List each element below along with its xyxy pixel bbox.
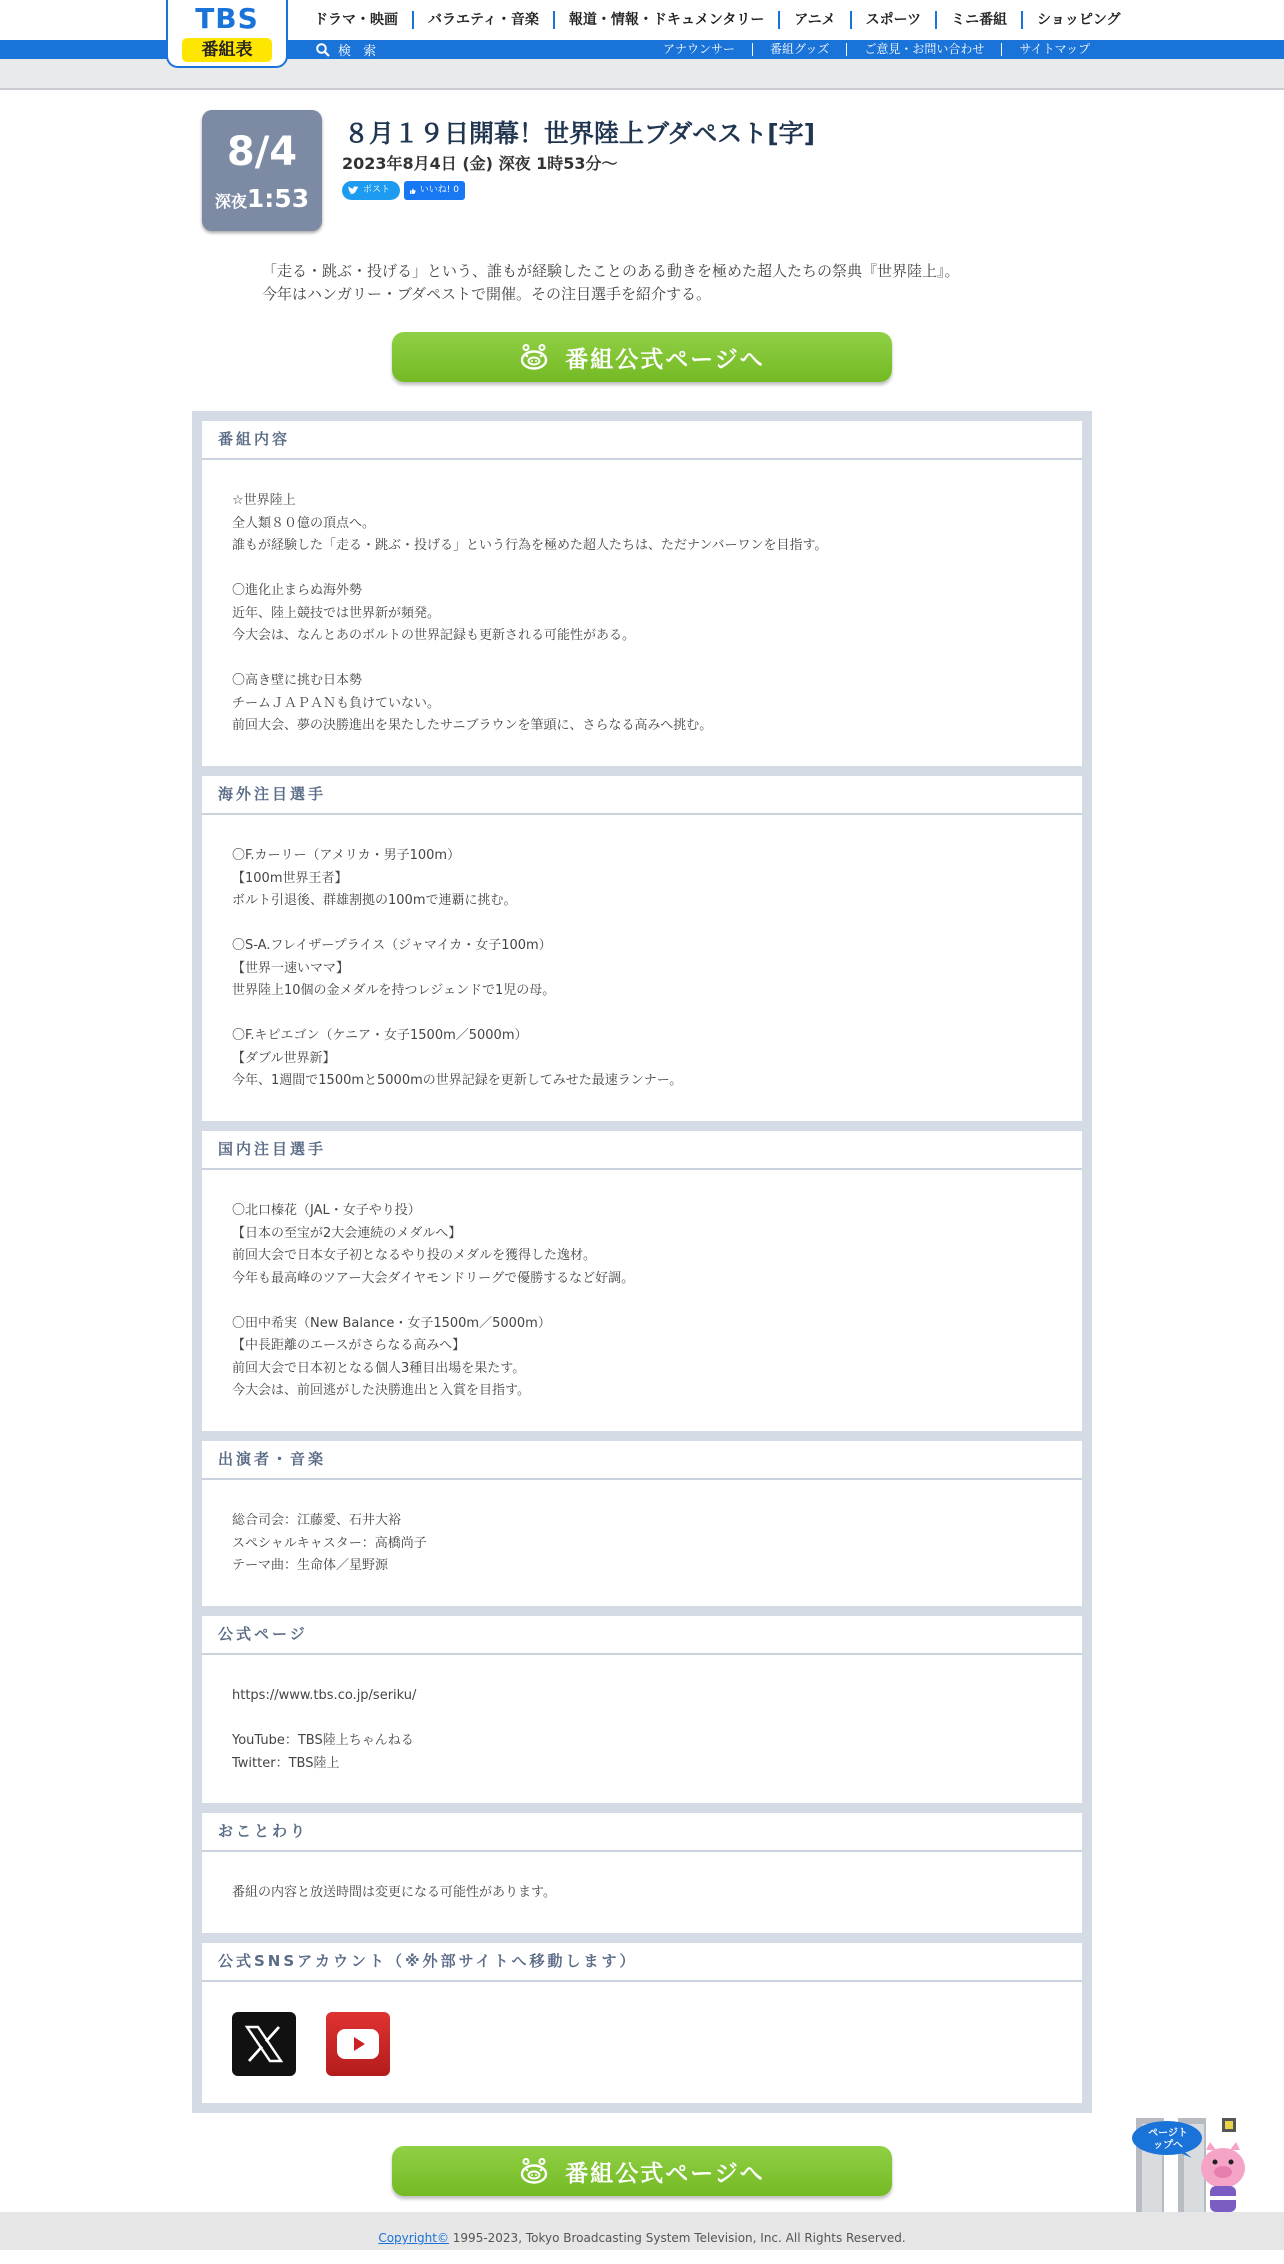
program-title: ８月１９日開幕！世界陸上ブダペスト[字] — [344, 119, 816, 148]
search-button[interactable] — [316, 40, 380, 59]
section-heading: 国内注目選手 — [202, 1131, 1082, 1170]
content-line: 前回大会で日本初となる個人3種目出場を果たす。 — [232, 1360, 526, 1376]
copyright-text: 1995-2023, Tokyo Broadcasting System Television, Inc. All Rights Reserved. — [448, 2231, 906, 2245]
facebook-like-icon — [410, 186, 416, 196]
content-line: 〇S-A.フレイザープライス（ジャマイカ・女子100m） — [232, 938, 552, 953]
program-detail-panel — [192, 411, 1092, 2113]
mascot-face-icon — [519, 344, 549, 370]
logo-main-text: TBS — [195, 2, 259, 35]
content-line: 【日本の至宝が2大会連続のメダルへ】 — [232, 1225, 462, 1241]
section-body — [202, 1170, 1082, 1403]
content-line: 〇高き壁に挑む日本勢 — [232, 673, 363, 688]
section-disclaimer — [202, 1813, 1082, 1933]
content-line: 〇田中希実（New Balance・女子1500m／5000m） — [232, 1315, 551, 1331]
content-line: 今大会は、なんとあのボルトの世界記録も更新される可能性がある。 — [232, 628, 636, 643]
nav-shopping[interactable]: ショッピング — [1021, 11, 1134, 29]
subnav-goods[interactable]: 番組グッズ — [752, 43, 846, 56]
content-line: テーマ曲：生命体／星野源 — [232, 1558, 389, 1573]
content-line: スペシャルキャスター：高橋尚子 — [232, 1535, 427, 1551]
genre-nav — [302, 8, 1135, 32]
content-line: 総合司会：江藤愛、石井大裕 — [232, 1513, 402, 1528]
footer — [0, 2212, 1284, 2250]
logo-sub-text: 番組表 — [182, 38, 272, 62]
section-heading: 出演者・音楽 — [202, 1441, 1082, 1480]
content-line: 前回大会で日本女子初となるやり投のメダルを獲得した逸材。 — [232, 1248, 597, 1263]
page-top-button[interactable] — [1130, 2112, 1250, 2222]
program-lead — [262, 260, 960, 306]
official-page-button-top[interactable] — [392, 332, 892, 382]
content-line — [232, 1290, 1052, 1313]
subnav-sitemap[interactable]: サイトマップ — [1001, 43, 1107, 56]
search-icon — [316, 43, 330, 57]
section-overseas-athletes — [202, 776, 1082, 1121]
youtube-account-link[interactable] — [326, 2012, 390, 2076]
section-body — [202, 815, 1082, 1093]
twitter-bird-icon — [348, 186, 359, 195]
content-line — [232, 1708, 1052, 1731]
nav-drama[interactable]: ドラマ・映画 — [314, 12, 398, 28]
content-line: 誰もが経験した「走る・跳ぶ・投げる」という行為を極めた超人たちは、ただナンバーワンを目指す。 — [232, 538, 828, 553]
section-body — [202, 1982, 1082, 2076]
broadcast-time-wrap — [202, 184, 322, 217]
section-program-content — [202, 421, 1082, 766]
section-official-sns — [202, 1943, 1082, 2103]
nav-mini[interactable]: ミニ番組 — [935, 11, 1021, 29]
section-body — [202, 1655, 1082, 1775]
youtube-logo-icon — [336, 2028, 380, 2060]
content-line: 今年、1週間で1500mと5000mの世界記録を更新してみせた最速ランナー。 — [232, 1073, 683, 1088]
section-heading: 公式ページ — [202, 1616, 1082, 1655]
content-line: 今大会は、前回逃がした決勝進出と入賞を目指す。 — [232, 1383, 530, 1398]
content-line: 番組の内容と放送時間は変更になる可能性があります。 — [232, 1885, 556, 1900]
nav-variety[interactable]: バラエティ・音楽 — [412, 11, 553, 29]
section-heading: 公式SNSアカウント（※外部サイトへ移動します） — [202, 1943, 1082, 1982]
section-body — [202, 1852, 1082, 1905]
mascot-face-icon — [519, 2158, 549, 2184]
page-top-label: ページトップへ — [1148, 2128, 1188, 2151]
official-page-button-bottom[interactable] — [392, 2146, 892, 2196]
broadcast-date-badge — [202, 110, 322, 231]
section-domestic-athletes — [202, 1131, 1082, 1431]
content-line: 【ダブル世界新】 — [232, 1050, 336, 1066]
content-line: 【100m世界王者】 — [232, 870, 348, 886]
section-cast-music — [202, 1441, 1082, 1606]
official-page-label: 番組公式ページへ — [565, 2160, 765, 2187]
content-line: ボルト引退後、群雄割拠の100mで連覇に挑む。 — [232, 893, 517, 908]
lead-line: 「走る・跳ぶ・投げる」という、誰もが経験したことのある動きを極めた超人たちの祭典『世界陸上』。 — [262, 262, 960, 280]
broadcast-time: 1:53 — [246, 184, 310, 213]
section-body — [202, 1480, 1082, 1578]
nav-anime[interactable]: アニメ — [778, 11, 849, 29]
content-line: https://www.tbs.co.jp/seriku/ — [232, 1688, 417, 1703]
content-line — [232, 913, 1052, 936]
facebook-like-button[interactable] — [404, 181, 465, 200]
content-line: 世界陸上10個の金メダルを持つレジェンドで1児の母。 — [232, 983, 556, 998]
content-line: ☆世界陸上 — [232, 493, 296, 508]
content-line: 全人類８０億の頂点へ。 — [232, 515, 376, 531]
content-line: 〇F.カーリー（アメリカ・男子100m） — [232, 848, 461, 863]
like-label: いいね! 0 — [419, 185, 459, 195]
section-heading: 番組内容 — [202, 421, 1082, 460]
content-line — [232, 1003, 1052, 1026]
program-airtime: 2023年8月4日 (金) 深夜 1時53分〜 — [342, 154, 618, 173]
official-page-label: 番組公式ページへ — [565, 346, 765, 373]
section-heading: おことわり — [202, 1813, 1082, 1852]
tbs-logo[interactable] — [166, 0, 288, 68]
content-line: 【中長距離のエースがさらなる高みへ】 — [232, 1338, 466, 1353]
search-label: 検 索 — [338, 44, 381, 59]
tweet-button[interactable] — [342, 181, 400, 200]
nav-news[interactable]: 報道・情報・ドキュメンタリー — [553, 11, 778, 29]
section-heading: 海外注目選手 — [202, 776, 1082, 815]
subnav-contact[interactable]: ご意見・お問い合わせ — [846, 43, 1001, 56]
content-line: 〇進化止まらぬ海外勢 — [232, 583, 363, 598]
content-line: 近年、陸上競技では世界新が頻発。 — [232, 605, 441, 621]
section-official-page — [202, 1616, 1082, 1803]
x-account-link[interactable] — [232, 2012, 296, 2076]
nav-sports[interactable]: スポーツ — [850, 11, 935, 29]
utility-nav — [646, 40, 1107, 59]
section-body — [202, 460, 1082, 738]
lead-line: 今年はハンガリー・ブダペストで開催。その注目選手を紹介する。 — [262, 285, 711, 303]
content-line: 今年も最高峰のツアー大会ダイヤモンドリーグで優勝するなど好調。 — [232, 1270, 635, 1286]
content-line: チームＪＡＰＡＮも負けていない。 — [232, 695, 441, 711]
copyright-link[interactable]: Copyright© — [378, 2231, 449, 2245]
content-line — [232, 558, 1052, 581]
content-line: 〇北口榛花（JAL・女子やり投） — [232, 1203, 421, 1218]
content-line: 【世界一速いママ】 — [232, 960, 350, 976]
broadcast-time-prefix: 深夜 — [214, 192, 247, 211]
subnav-announcer[interactable]: アナウンサー — [663, 42, 736, 56]
broadcast-date: 8/4 — [226, 129, 298, 175]
tweet-label: ポスト — [363, 185, 391, 195]
content-line — [232, 648, 1052, 671]
content-line: 〇F.キピエゴン（ケニア・女子1500m／5000m） — [232, 1028, 528, 1043]
sns-links — [232, 2012, 1052, 2076]
content-line: YouTube：TBS陸上ちゃんねる — [232, 1733, 414, 1748]
content-line: 前回大会、夢の決勝進出を果たしたサニブラウンを筆頭に、さらなる高みへ挑む。 — [232, 718, 713, 733]
content-line: Twitter：TBS陸上 — [232, 1755, 340, 1771]
x-logo-icon — [244, 2024, 284, 2064]
